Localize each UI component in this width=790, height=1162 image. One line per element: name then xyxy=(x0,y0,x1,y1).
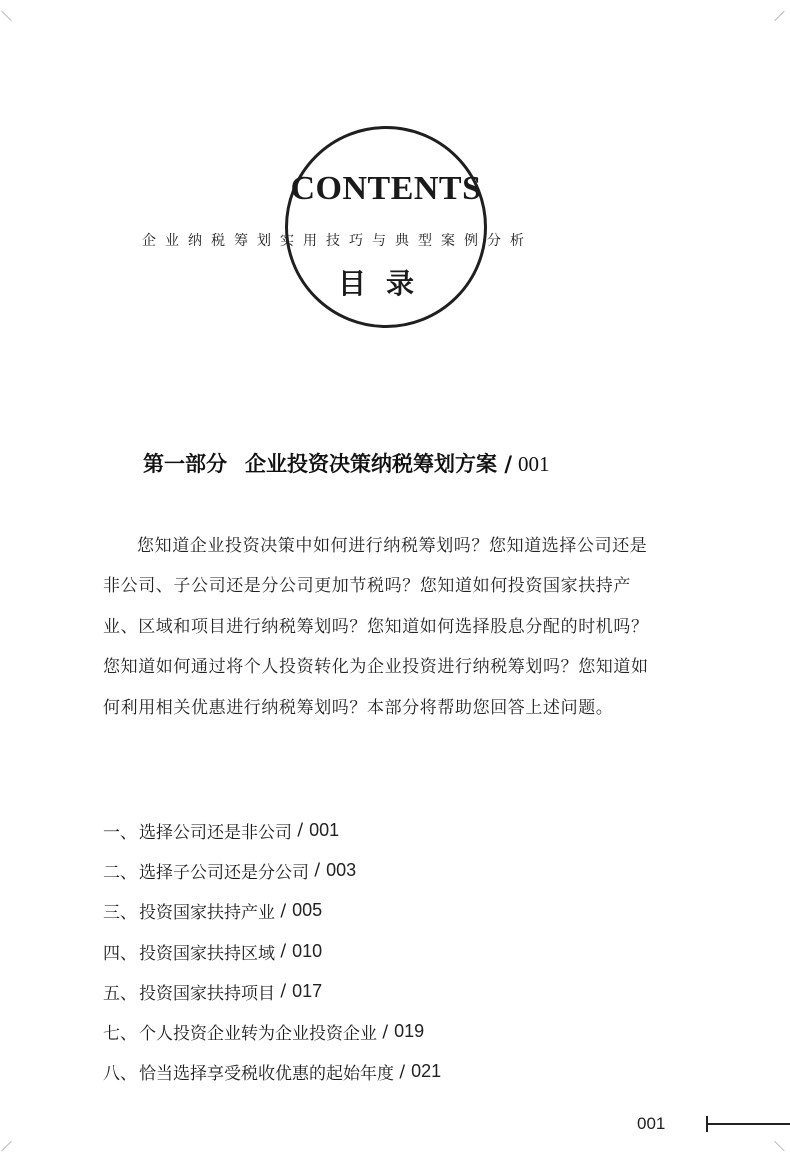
toc-item-page: 010 xyxy=(292,940,323,961)
book-title: 企业纳税筹划实用技巧与典型案例分析 xyxy=(142,233,533,249)
corner-mark-top-right xyxy=(764,1,785,22)
toc-item-number: 八、 xyxy=(103,1064,137,1085)
contents-title: CONTENTS xyxy=(290,170,482,207)
toc-item-separator: / xyxy=(314,860,321,881)
toc-item[interactable] xyxy=(103,810,663,850)
toc-item-page: 003 xyxy=(326,859,357,880)
toc-item-page: 001 xyxy=(309,819,340,840)
toc-item[interactable] xyxy=(103,850,663,890)
toc-item[interactable] xyxy=(103,931,663,971)
mulu-title: 目录 xyxy=(337,267,434,300)
part-heading xyxy=(143,448,703,478)
toc-item-number: 一、 xyxy=(103,822,137,843)
toc-item-separator: / xyxy=(382,1021,389,1042)
toc-item[interactable] xyxy=(103,971,663,1011)
toc-item-page: 005 xyxy=(292,900,323,921)
part-separator: / xyxy=(504,451,512,476)
corner-mark-top-left xyxy=(1,1,22,22)
toc-item-page: 021 xyxy=(411,1061,442,1082)
toc-list xyxy=(103,810,663,1092)
toc-item[interactable] xyxy=(103,1052,663,1092)
toc-item-number: 五、 xyxy=(103,983,137,1004)
toc-item[interactable] xyxy=(103,1011,663,1051)
page-tab-line xyxy=(706,1123,790,1125)
toc-item[interactable] xyxy=(103,891,663,931)
toc-item-title: 投资国家扶持产业 xyxy=(139,903,275,924)
toc-item-separator: / xyxy=(297,820,304,841)
toc-item-title: 投资国家扶持项目 xyxy=(139,983,275,1004)
corner-mark-bottom-left xyxy=(1,1141,22,1162)
toc-item-number: 二、 xyxy=(103,862,137,883)
toc-item-title: 选择子公司还是分公司 xyxy=(139,862,309,883)
page-number: 001 xyxy=(637,1114,666,1133)
part-page-number: 001 xyxy=(517,452,550,476)
toc-item-separator: / xyxy=(399,1061,406,1082)
toc-item-number: 七、 xyxy=(103,1024,137,1045)
toc-item-separator: / xyxy=(280,981,287,1002)
toc-item-page: 017 xyxy=(292,980,323,1001)
toc-item-title: 个人投资企业转为企业投资企业 xyxy=(139,1024,377,1045)
toc-item-number: 三、 xyxy=(103,903,137,924)
toc-item-separator: / xyxy=(280,941,287,962)
corner-mark-bottom-right xyxy=(764,1141,785,1162)
toc-item-title: 恰当选择享受税收优惠的起始年度 xyxy=(139,1064,394,1085)
toc-item-number: 四、 xyxy=(103,943,137,964)
part-title: 企业投资决策纳税筹划方案 xyxy=(245,451,497,476)
intro-paragraph: 您知道企业投资决策中如何进行纳税筹划吗？您知道选择公司还是非公司、子公司还是分公司更加节税吗？您知道如何投资国家扶持产业、区域和项目进行纳税筹划吗？您知道如何选择股息分配的时机吗？您知道如何通过将个人投资转化为企业投资进行纳税筹划吗？您知道如何利用相关优惠进行纳税筹划吗？本部分将帮助您回答上述问题。 xyxy=(103,536,649,718)
toc-item-separator: / xyxy=(280,900,287,921)
part-number: 第一部分 xyxy=(143,451,227,476)
toc-item-page: 019 xyxy=(394,1021,425,1042)
toc-item-title: 投资国家扶持区域 xyxy=(139,943,275,964)
toc-item-title: 选择公司还是非公司 xyxy=(139,822,292,843)
